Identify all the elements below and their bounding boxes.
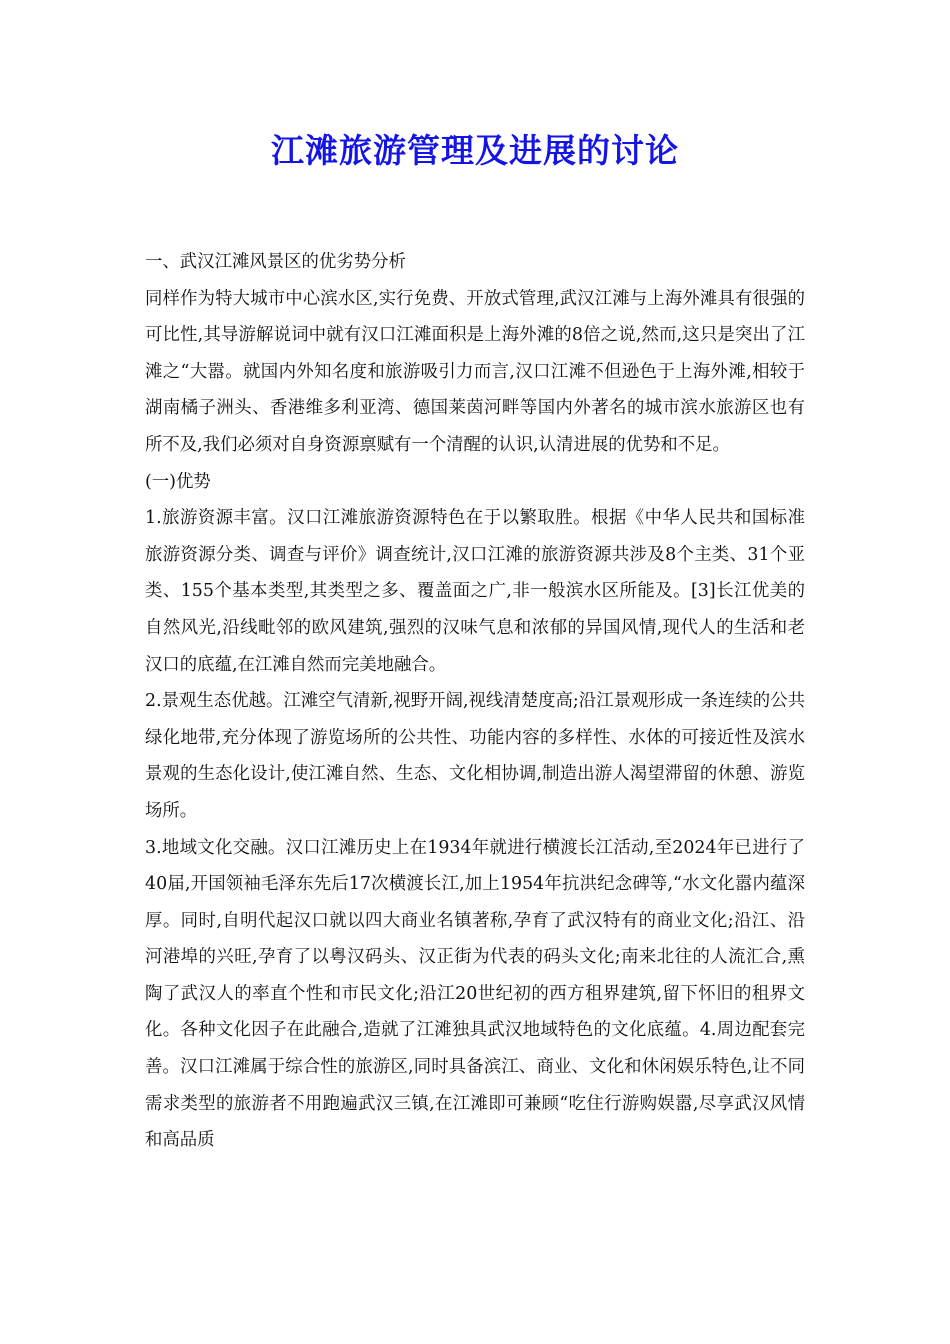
paragraph: 同样作为特大城市中心滨水区,实行免费、开放式管理,武汉江滩与上海外滩具有很强的可比性,其导游解说词中就有汉口江滩面积是上海外滩的8倍之说,然而,这只是突出了江滩之“大嚣。就国内外知名度和旅游吸引力而言,汉口江滩不但逊色于上海外滩,相较于湖南橘子洲头、香港维多利亚湾、德国莱茵河畔等国内外著名的城市滨水旅游区也有所不及,我们必须对自身资源禀赋有一个清醒的认识,认清进展的优势和不足。 bbox=[145, 288, 805, 455]
document-title: 江滩旅游管理及进展的讨论 bbox=[271, 131, 679, 170]
paragraph: 2.景观生态优越。江滩空气清新,视野开阔,视线清楚度高;沿江景观形成一条连续的公共绿化地带,充分体现了游览场所的公共性、功能内容的多样性、水体的可接近性及滨水景观的生态化设计,使江滩自然、生态、文化相协调,制造出游人渴望滞留的休憩、游览场所。 bbox=[145, 691, 805, 821]
section-heading: 一、武汉江滩风景区的优劣势分析 bbox=[145, 252, 406, 272]
paragraph: 3.地域文化交融。汉口江滩历史上在1934年就进行横渡长江活动,至2024年已进行了40届,开国领袖毛泽东先后17次横渡长江,加上1954年抗洪纪念碑等,“水文化嚣内蕴深厚。同时,自明代起汉口就以四大商业名镇著称,孕育了武汉特有的商业文化;沿江、沿河港埠的兴旺,孕育了以粤汉码头、汉正街为代表的码头文化;南来北往的人流汇合,熏陶了武汉人的率直个性和市民文化;沿江20世纪初的西方租界建筑,留下怀旧的租界文化。各种文化因子在此融合,造就了江滩独具武汉地域特色的文化底蕴。4.周边配套完善。汉口江滩属于综合性的旅游区,同时具备滨江、商业、文化和休闲娱乐特色,让不同需求类型的旅游者不用跑遍武汉三镇,在江滩即可兼顾“吃住行游购娱嚣,尽享武汉风情和高品质 bbox=[145, 837, 805, 1151]
paragraph: 1.旅游资源丰富。汉口江滩旅游资源特色在于以繁取胜。根据《中华人民共和国标准旅游资源分类、调查与评价》调查统计,汉口江滩的旅游资源共涉及8个主类、31个亚类、155个基本类型,其类型之多、覆盖面之广,非一般滨水区所能及。[3]长江优美的自然风光,沿线毗邻的欧风建筑,强烈的汉味气息和浓郁的异国风情,现代人的生活和老汉口的底蕴,在江滩自然而完美地融合。 bbox=[145, 508, 805, 675]
document-body bbox=[145, 244, 805, 1159]
subsection-heading: (一)优势 bbox=[145, 471, 211, 492]
